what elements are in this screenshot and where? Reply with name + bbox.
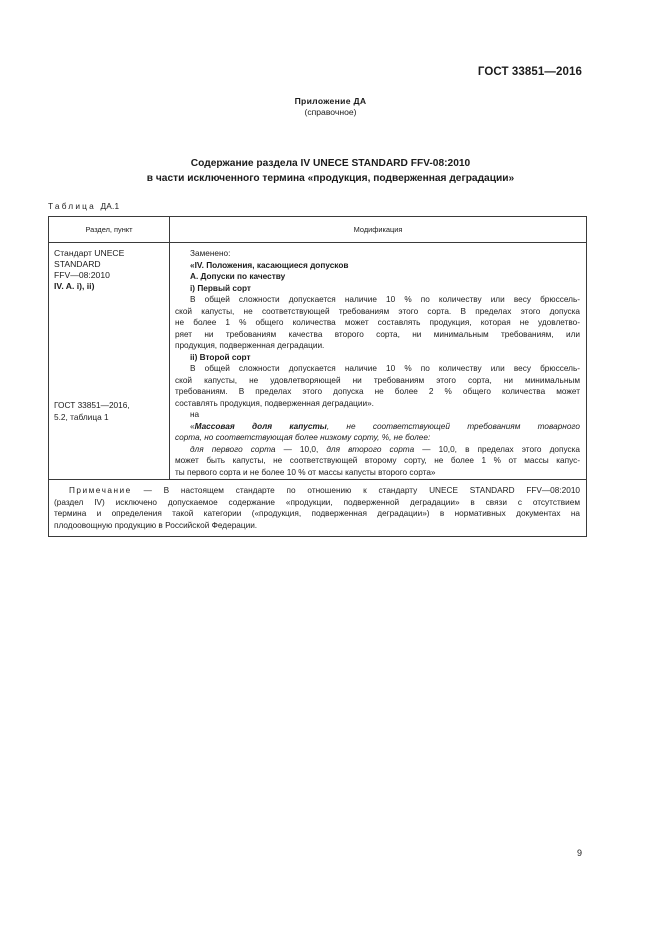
- appendix-title: Приложение ДА: [294, 96, 367, 106]
- modification-cell: [170, 243, 587, 480]
- term-rest: , не соответствующей требованиям товарного: [326, 421, 580, 431]
- text-line: ii) Второй сорт: [190, 352, 251, 362]
- text-line: Заменено:: [190, 249, 231, 258]
- source-reference: [54, 248, 166, 292]
- heading-line-1: Содержание раздела IV UNECE STANDARD FFV-08:2010: [190, 158, 471, 169]
- header-section: Раздел, пункт: [49, 217, 170, 243]
- text-line: ской капусты, не соответствующей требованиям этого сорта. В пределах этого допуска: [175, 306, 580, 316]
- heading-line-2: в части исключенного термина «продукция, подверженная деградации»: [146, 173, 515, 184]
- source-line: FFV—08:2010: [54, 270, 110, 280]
- header-modification: Модификация: [170, 217, 587, 243]
- note-text: — В настоящем стандарте по отношению к стандарту UNECE STANDARD FFV—08:2010: [131, 486, 580, 495]
- appendix-subtitle: (справочное): [304, 107, 357, 117]
- source-line: STANDARD: [54, 259, 101, 269]
- source-clause: IV. A. i), ii): [54, 281, 95, 291]
- table-label-number: ДА.1: [100, 201, 120, 211]
- grade-two-label: для второго сорта: [326, 444, 415, 454]
- note-lead: Примечание: [69, 486, 132, 495]
- target-reference: [54, 400, 166, 423]
- text-line: составлять продукция, подверженная деградации».: [175, 398, 374, 408]
- quote-open: «: [190, 421, 195, 431]
- text-line: A. Допуски по качеству: [190, 272, 286, 281]
- text-line: требованиям. В пределах этого допуска не более 2 % общего количества может: [175, 387, 580, 396]
- grade-two-value: — 10,0, в пределах этого допуска: [414, 444, 580, 454]
- note-line: плодоовощную продукцию в Российской Федерации.: [54, 520, 258, 530]
- text-line: ской капусты, не удовлетворяющей ни требованиям этого сорта, ни минимальным: [175, 375, 580, 385]
- grade-one-label: для первого сорта: [190, 444, 276, 454]
- table-note-row: [49, 480, 587, 537]
- source-line: Стандарт UNECE: [54, 248, 125, 258]
- comparison-table: [48, 216, 587, 537]
- text-line: не более 1 % общего количества может составлять продукция, которая не удовлетво-: [175, 318, 580, 327]
- text-line: «IV. Положения, касающиеся допусков: [190, 260, 349, 270]
- text-line: В общей сложности допускается наличие 10 % по количеству или весу брюссель-: [190, 364, 580, 373]
- grade-one-value: — 10,0,: [275, 444, 327, 454]
- note-line: термина и определения такой категории («продукция, подверженная деградации») в нормативных документах на: [54, 509, 580, 518]
- document-code: ГОСТ 33851—2016: [477, 66, 582, 78]
- appendix-block: [0, 96, 661, 118]
- text-line: продукция, подверженная деградации.: [175, 341, 325, 350]
- text-line: i) Первый сорт: [190, 283, 251, 293]
- text-line: [175, 421, 580, 433]
- section-cell: [49, 243, 170, 480]
- target-line: ГОСТ 33851—2016,: [54, 400, 130, 410]
- page-number: 9: [576, 848, 582, 858]
- note-cell: [49, 480, 587, 537]
- text-line: В общей сложности допускается наличие 10 % по количеству или весу брюссель-: [190, 295, 580, 304]
- text-line: может быть капусты, не соответствующей второму сорту, не более 1 % от массы капус-: [175, 456, 580, 465]
- table-header-row: [49, 217, 587, 243]
- target-line: 5.2, таблица 1: [54, 411, 109, 422]
- table-body-row: [49, 243, 587, 480]
- term-bold: Массовая доля капусты: [194, 421, 327, 431]
- note-line: [54, 485, 580, 497]
- section-heading: [0, 156, 661, 186]
- table-label: [48, 201, 119, 211]
- text-line: ряет ни требованиям качества второго сорта, ни минимальным требованиям, или: [175, 329, 580, 339]
- text-line: сорта, но соответствующая более низкому сорту, %, не более:: [175, 433, 431, 442]
- text-line: [175, 444, 580, 456]
- text-line: на: [190, 410, 200, 419]
- note-line: (раздел IV) исключено допускаемое содержание «продукции, подверженной деградации» в связи с отсутствием: [54, 497, 580, 507]
- text-line: ты первого сорта и не более 10 % от массы капусты второго сорта»: [175, 467, 436, 477]
- table-label-word: Таблица: [48, 201, 96, 211]
